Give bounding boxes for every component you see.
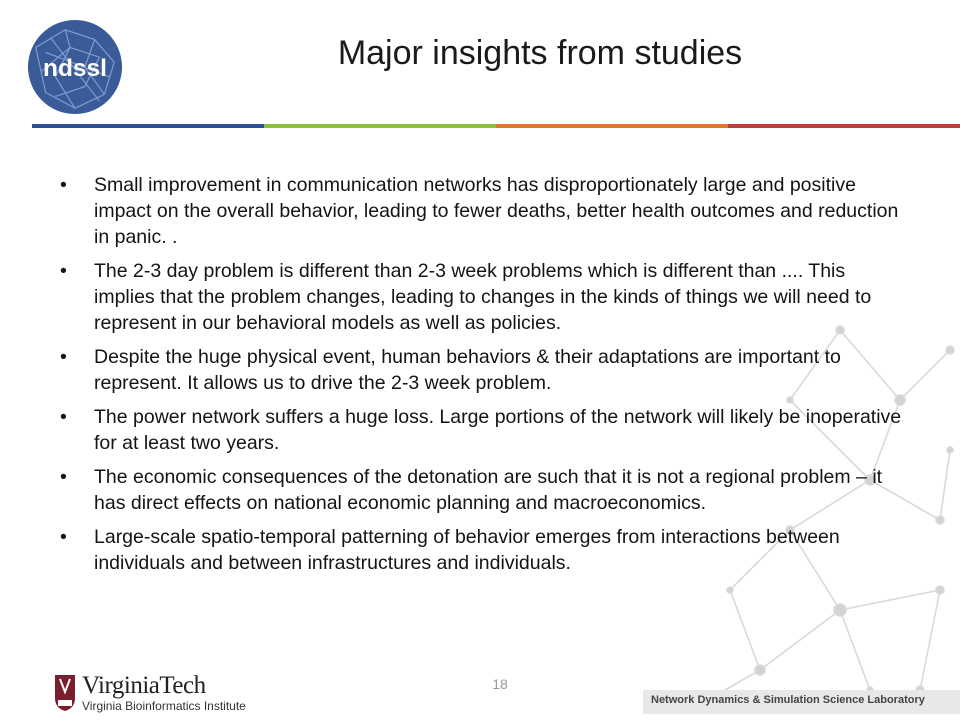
bullet-marker: • [60, 526, 67, 548]
bullet-text: Despite the huge physical event, human behaviors & their adaptations are important to represent. It allows us to drive the 2-3 week problem. [94, 346, 841, 394]
vt-shield-icon [54, 674, 76, 712]
bullet-marker: • [60, 260, 67, 282]
institution-name: VirginiaTech [82, 672, 206, 699]
page-number: 18 [492, 676, 508, 692]
bullet-marker: • [60, 406, 67, 428]
ndssl-logo [26, 18, 124, 116]
bullet-item [56, 172, 906, 250]
institute-name: Virginia Bioinformatics Institute [82, 699, 246, 713]
slide-title: Major insights from studies [337, 34, 743, 72]
bullet-item [56, 404, 906, 456]
bullet-item [56, 524, 906, 576]
divider-segment-orange [496, 124, 728, 128]
bullet-list [56, 172, 906, 584]
bullet-text: Small improvement in communication networks has disproportionately large and positive impact on the overall behavior, leading to fewer deaths, better health outcomes and reduction in panic. . [94, 174, 899, 248]
divider-segment-red [728, 124, 960, 128]
logo-text: ndssl [43, 54, 107, 82]
bullet-text: The power network suffers a huge loss. Large portions of the network will likely be inoperative for at least two years. [94, 406, 902, 454]
bullet-text: The 2-3 day problem is different than 2-3 week problems which is different than .... This implies that the problem changes, leading to changes in the kinds of things we will need to represent in our behavioral models as well as policies. [94, 260, 872, 334]
bullet-marker: • [60, 346, 67, 368]
bullet-item [56, 464, 906, 516]
bullet-marker: • [60, 174, 67, 196]
divider-segment-green [264, 124, 496, 128]
lab-name: Network Dynamics & Simulation Science Laboratory [651, 694, 925, 706]
title-divider [32, 124, 960, 128]
bullet-text: Large-scale spatio-temporal patterning of behavior emerges from interactions between individuals and between infrastructures and individuals. [94, 526, 840, 574]
bullet-marker: • [60, 466, 67, 488]
bullet-item [56, 258, 906, 336]
bullet-item [56, 344, 906, 396]
bullet-text: The economic consequences of the detonation are such that it is not a regional problem – it has direct effects on national economic planning and macroeconomics. [94, 466, 883, 514]
lab-name-band [643, 690, 960, 714]
virginia-tech-logo [54, 672, 284, 716]
divider-segment-blue [32, 124, 264, 128]
